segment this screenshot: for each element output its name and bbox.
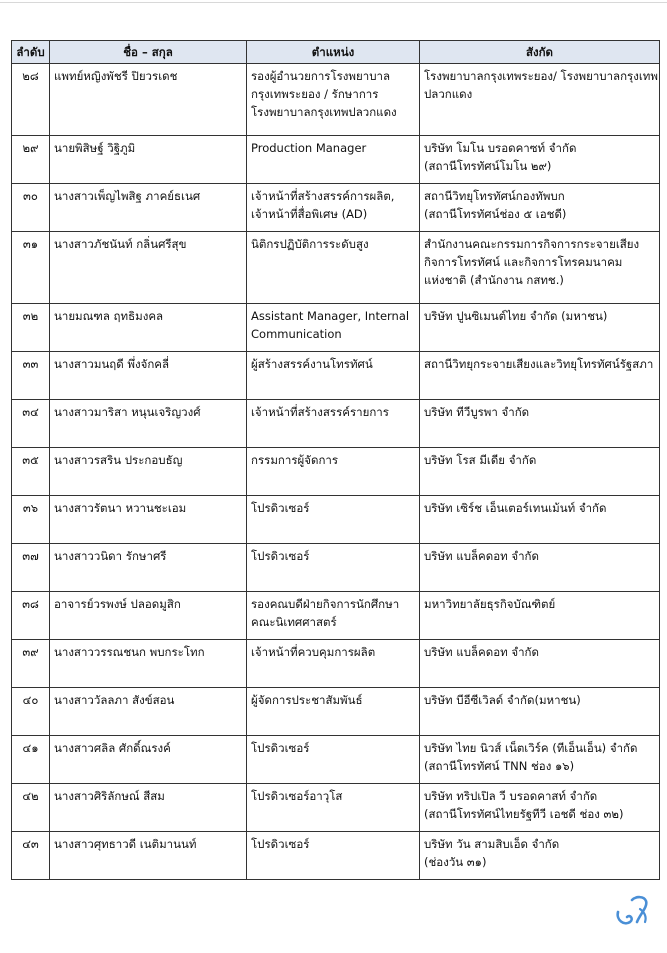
organization-line: แห่งชาติ (สำนักงาน กสทช.) [424,273,564,287]
header-position: ตำแหน่ง [247,41,420,64]
table-row [12,640,660,688]
row-position-cell [247,64,420,136]
row-name-cell: นายพิสิษฐ์ วิฐิภูมิ [50,136,247,184]
row-name-cell: นางสาววรรณชนก พบกระโทก [50,640,247,688]
row-position-cell [247,184,420,232]
row-name-cell: นายมณฑล ฤทธิมงคล [50,304,247,352]
row-position-cell [247,232,420,304]
row-name-cell: นางสาววัลลภา สังข์สอน [50,688,247,736]
row-name-cell: นางสาวมาริสา หนุนเจริญวงศ์ [50,400,247,448]
position-line: Assistant Manager, Internal [251,309,410,323]
position-line: เจ้าหน้าที่สร้างสรรค์การผลิต, [251,189,395,203]
organization-line: บริษัท เซิร์ช เอ็นเตอร์เทนเม้นท์ จำกัด [424,501,607,515]
row-organization-cell [420,184,660,232]
row-organization-cell [420,136,660,184]
position-line: โรงพยาบาลกรุงเทพปลวกแดง [251,105,397,119]
position-line: Production Manager [251,141,367,155]
position-line: โปรดิวเซอร์อาวุโส [251,789,343,803]
row-number-cell: ๓๐ [12,184,50,232]
position-line: โปรดิวเซอร์ [251,837,310,851]
row-position-cell [247,304,420,352]
position-line: Communication [251,327,342,341]
table-header-row [12,41,660,64]
organization-line: (สถานีโทรทัศน์ TNN ช่อง ๑๖) [424,759,575,773]
position-line: รองคณบดีฝ่ายกิจการนักศึกษา [251,597,400,611]
table-row [12,304,660,352]
row-position-cell [247,688,420,736]
position-line: โปรดิวเซอร์ [251,549,310,563]
row-number-cell: ๓๙ [12,640,50,688]
row-number-cell: ๒๙ [12,136,50,184]
table-row [12,544,660,592]
header-organization: สังกัด [420,41,660,64]
row-name-cell: นางสาวรสริน ประกอบธัญ [50,448,247,496]
row-number-cell: ๓๔ [12,400,50,448]
row-position-cell [247,784,420,832]
row-position-cell [247,400,420,448]
table-row [12,184,660,232]
row-organization-cell [420,352,660,400]
row-number-cell: ๓๑ [12,232,50,304]
row-name-cell: นางสาวเพ็ญไพสิฐ ภาคย์ธเนศ [50,184,247,232]
row-number-cell: ๓๘ [12,592,50,640]
table-row [12,232,660,304]
organization-line: บริษัท ทีวีบูรพา จำกัด [424,405,530,419]
table-row [12,64,660,136]
row-organization-cell [420,592,660,640]
row-number-cell: ๔๑ [12,736,50,784]
header-name: ชื่อ – สกุล [50,41,247,64]
position-line: คณะนิเทศศาสตร์ [251,615,337,629]
row-name-cell: นางสาวศลิล ศักดิ์ณรงค์ [50,736,247,784]
row-organization-cell [420,304,660,352]
organization-line: กิจการโทรทัศน์ และกิจการโทรคมนาคม [424,255,623,269]
row-position-cell [247,544,420,592]
organization-line: บริษัท บีอีซีเวิลด์ จำกัด(มหาชน) [424,693,581,707]
organization-line: สำนักงานคณะกรรมการกิจการกระจายเสียง [424,237,640,251]
table-row [12,736,660,784]
row-number-cell: ๓๗ [12,544,50,592]
row-organization-cell [420,232,660,304]
organization-line: บริษัท ทริปเปิล วี บรอดคาสท์ จำกัด [424,789,598,803]
row-number-cell: ๓๕ [12,448,50,496]
table-row [12,784,660,832]
position-line: นิติกรปฏิบัติการระดับสูง [251,237,369,251]
position-line: โปรดิวเซอร์ [251,501,310,515]
row-position-cell [247,496,420,544]
row-position-cell [247,592,420,640]
row-position-cell [247,448,420,496]
organization-line: บริษัท แบล็คดอท จำกัด [424,645,539,659]
row-position-cell [247,352,420,400]
position-line: ผู้สร้างสรรค์งานโทรทัศน์ [251,357,373,371]
organization-line: บริษัท ปูนซิเมนต์ไทย จำกัด (มหาชน) [424,309,608,323]
organization-line: บริษัท โรส มีเดีย จำกัด [424,453,537,467]
row-number-cell: ๒๘ [12,64,50,136]
position-line: เจ้าหน้าที่ควบคุมการผลิต [251,645,376,659]
table-row [12,352,660,400]
row-number-cell: ๓๒ [12,304,50,352]
table-row [12,832,660,880]
row-organization-cell [420,400,660,448]
organization-line: (สถานีโทรทัศน์ช่อง ๕ เอชดี) [424,207,567,221]
row-organization-cell [420,832,660,880]
position-line: โปรดิวเซอร์ [251,741,310,755]
table-row [12,448,660,496]
row-organization-cell [420,784,660,832]
row-name-cell: อาจารย์วรพงษ์ ปลอดมูสิก [50,592,247,640]
row-name-cell: นางสาวรัตนา หวานชะเอม [50,496,247,544]
row-position-cell [247,640,420,688]
table-row [12,400,660,448]
page-top-rule [0,2,667,3]
row-organization-cell [420,640,660,688]
organization-line: (สถานีโทรทัศน์โมโน ๒๙) [424,159,552,173]
position-line: ผู้จัดการประชาสัมพันธ์ [251,693,363,707]
table-row [12,496,660,544]
row-organization-cell [420,544,660,592]
organization-line: (สถานีโทรทัศน์ไทยรัฐทีวี เอชดี ช่อง ๓๒) [424,807,624,821]
organization-line: (ช่องวัน ๓๑) [424,855,487,869]
organization-line: โรงพยาบาลกรุงเทพระยอง/ โรงพยาบาลกรุงเทพ [424,69,658,83]
row-organization-cell [420,688,660,736]
row-number-cell: ๓๓ [12,352,50,400]
row-name-cell: นางสาวภัชนันท์ กลิ่นศรีสุข [50,232,247,304]
row-position-cell [247,136,420,184]
organization-line: บริษัท วัน สามสิบเอ็ด จำกัด [424,837,560,851]
personnel-table [11,40,660,880]
row-number-cell: ๓๖ [12,496,50,544]
organization-line: ปลวกแดง [424,87,473,101]
organization-line: มหาวิทยาลัยธุรกิจบัณฑิตย์ [424,597,556,611]
organization-line: บริษัท ไทย นิวส์ เน็ตเวิร์ค (ทีเอ็นเอ็น) จำกัด [424,741,638,755]
row-organization-cell [420,736,660,784]
position-line: กรรมการผู้จัดการ [251,453,339,467]
row-position-cell [247,736,420,784]
organization-line: สถานีวิทยุกระจายเสียงและวิทยุโทรทัศน์รัฐสภา [424,357,654,371]
row-name-cell: แพทย์หญิงพัชรี ปิยวรเดช [50,64,247,136]
position-line: กรุงเทพระยอง / รักษาการ [251,87,379,101]
table-body [12,64,660,880]
row-name-cell: นางสาวศิริลักษณ์ สีสม [50,784,247,832]
row-number-cell: ๔๒ [12,784,50,832]
table-row [12,136,660,184]
position-line: เจ้าหน้าที่สื่อพิเศษ (AD) [251,207,368,221]
row-name-cell: นางสาวมนฤดี พึ่งจักคลี่ [50,352,247,400]
row-organization-cell [420,64,660,136]
position-line: รองผู้อำนวยการโรงพยาบาล [251,69,391,83]
organization-line: บริษัท แบล็คดอท จำกัด [424,549,539,563]
organization-line: สถานีวิทยุโทรทัศน์กองทัพบก [424,189,565,203]
row-organization-cell [420,496,660,544]
table-row [12,688,660,736]
organization-line: บริษัท โมโน บรอดคาซท์ จำกัด [424,141,577,155]
row-number-cell: ๔๓ [12,832,50,880]
row-organization-cell [420,448,660,496]
row-number-cell: ๔๐ [12,688,50,736]
signature-logo-icon [614,892,654,930]
position-line: เจ้าหน้าที่สร้างสรรค์รายการ [251,405,389,419]
row-name-cell: นางสาวศุทธาวดี เนติมานนท์ [50,832,247,880]
table-row [12,592,660,640]
row-position-cell [247,832,420,880]
header-number: ลำดับ [12,41,50,64]
row-name-cell: นางสาววนิดา รักษาศรี [50,544,247,592]
